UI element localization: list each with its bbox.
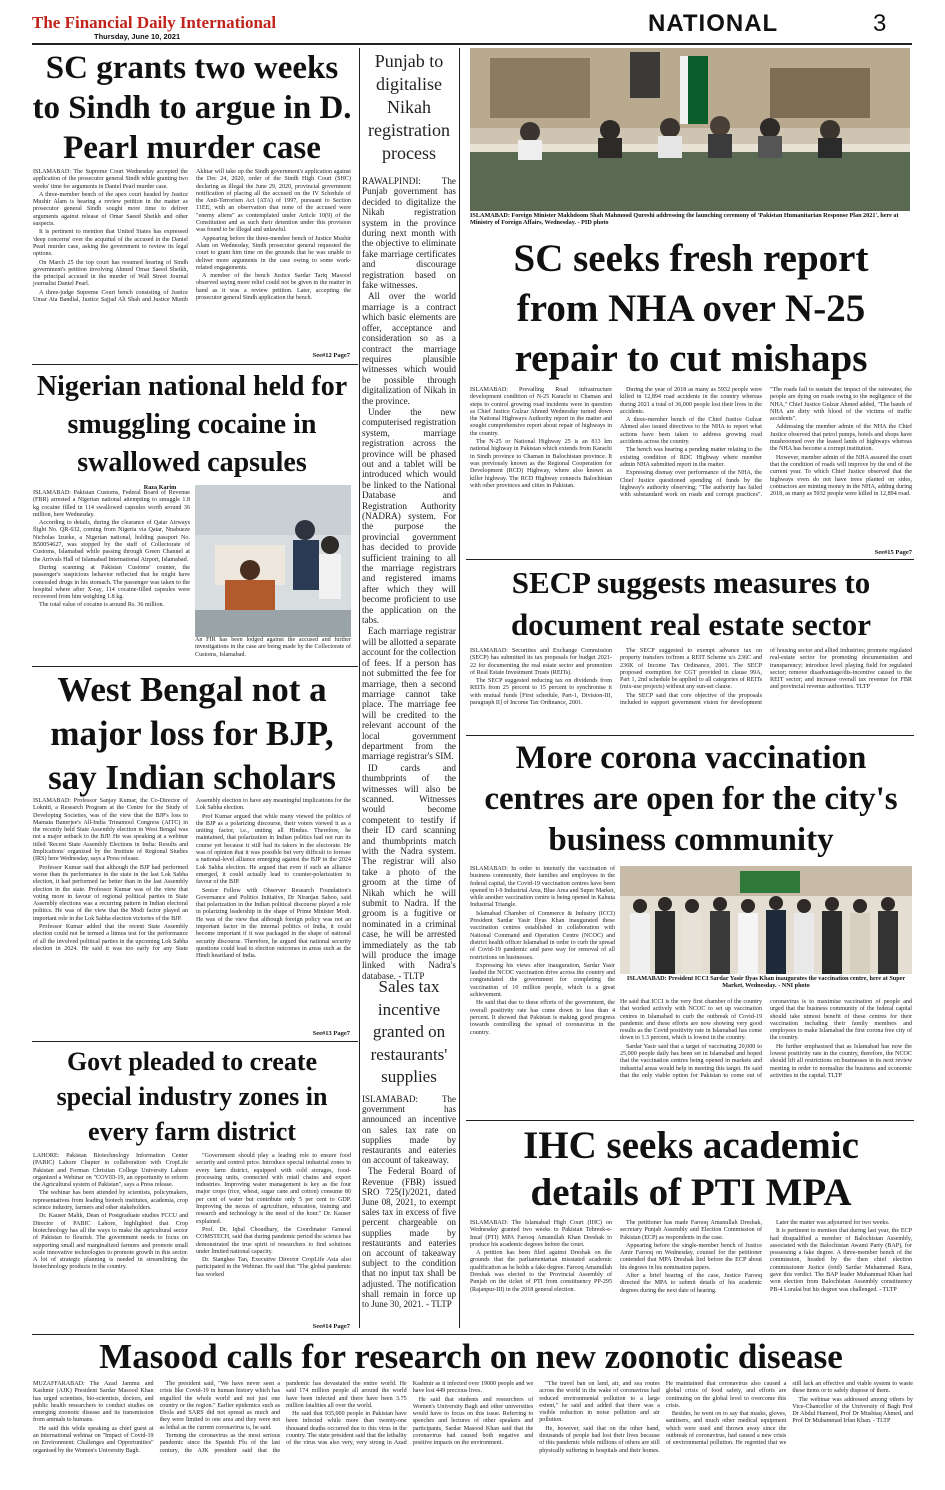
photo1-caption: ISLAMABAD: Foreign Minister Makhdoom Shah Mahmood Qureshi addressing the launching ceremony of 'Pakistan Humanitarian Response Plan 2021', here at Ministry of Foreign Affairs, Wednesday. - PID photo [470, 212, 899, 227]
a1-continued-link[interactable]: See#12 Page7 [312, 352, 350, 359]
paragraph: Addressing the member admin of the NHA the Chief Justice observed that petrol pumps, hotels and shops have mushroomed over the leased lands of highways whereas the NHA has become a corrupt institution. [770, 424, 912, 453]
a5-body [470, 648, 912, 733]
paragraph: ISLAMABAD: Prevailing Road infrastructure development condition of N-25 Karachi to Chaman and steps to control growing road incidents were in question as Chief Justice Gulzar Ahmed Wednesday turned down the National Highways Authority report in the matter and sought comprehensive report about repair of highways in the country. [470, 387, 612, 437]
paragraph: The bench was hearing a pending matter relating to the existing condition of RDC Highway where member admin NHA submitted report in the matter. [620, 447, 762, 468]
a7-headline: More corona vaccination centres are open for the city's business community [484, 740, 898, 858]
paragraph: The webinar was addressed among others by Vice-Chancellor of the University of Bagh Prof Dr Abdul Hameed, Prof Dr Mushtaq Ahmed, and Prof Dr Muhammad Irfan Khan. - TLTP [792, 1396, 913, 1425]
divider [32, 1334, 914, 1335]
a1-headline: SC grants two weeks to Sindh to argue in D. Pearl murder case [32, 50, 352, 166]
paragraph: LAHORE: Pakistan Biotechnology Information Center (PABIC) Lahore Chapter in collaboration with CropLife Pakistan and Forman Christian College University Lahore organized a Webinar on "COVID-19, an opportunity to reform the Agricultural system of Pakistan", says a Press release. [33, 1153, 188, 1189]
paragraph: ISLAMABAD: In order to intensify the vaccination of business community, their families and employees in the federal capital, the Covid-19 vaccination centres have been opened in I-9 Industrial Area, Blue Area and Super Market, while another vaccination centre is being opened in Kahuta Industrial Triangle. [470, 866, 615, 909]
divider [32, 1041, 358, 1042]
a7-body-right [620, 999, 912, 1117]
paragraph: ISLAMABAD: The Supreme Court Wednesday accepted the application of the prosecutor general Sindh while granting two weeks' time for arguments in Daniel Pearl murder case. [33, 169, 188, 190]
paragraph: ISLAMABAD: The government has announced an incentive on sales tax rate on supplies made by restaurants and eateries on account of takeaway. [362, 1094, 456, 1166]
paragraph: ISLAMABAD: The Islamabad High Court (IHC) on Wednesday granted two weeks to Pakistan Tehreek-e-Insaf (PTI) MPA Farooq Amanullah Khan Dreshak to produce his academic degrees before the court. [470, 1220, 612, 1248]
a10-body [470, 1220, 912, 1328]
column-divider [359, 48, 360, 1328]
paragraph: A petition has been filed against Dreshak on the grounds that the parliamentarian misstated academic qualification as he holds a fake degree. Farooq Amanullah Dreshak was elected to the Provincial Assembly of Punjab on the ticket of PTI from constituency PP-295 (Rajanpur-III) in the 2018 general election. [470, 1250, 612, 1293]
photo-customs-xray [195, 485, 351, 637]
ceremony-photo [470, 48, 910, 211]
a10-headline: IHC seeks academic details of PTI MPA [523, 1124, 859, 1214]
a3-body [470, 387, 912, 551]
a2-headline: Punjab to digitalise Nikah registration process [368, 51, 450, 163]
masthead-rule [32, 43, 912, 45]
paragraph: The SECP said that core objective of the proposals included to support government vision for development of housing sector and allied industries; promote regulated real-estate sector for promoting documentation and transparency; introduce level playing field for regulated sector; remove disadvantage/dis-incentive caused to the REIT sector; and increase overall tax revenue for FBR and provincial revenue authorities. TLTP [620, 648, 912, 707]
paragraph: All over the world marriage is a contract which basic elements are offer, acceptance and consideration so as a contract the marriage requires plausible witnesses which would be possible through digitalization of Nikah in the province. [362, 291, 456, 406]
paragraph: ISLAMABAD: Pakistan Customs, Federal Board of Revenue (FBR) arrested a Nigerian national attempting to smuggle 1.8 kg cocaine filled in 114 swallowed capsules worth around 36 million, here Wednesday. [33, 490, 190, 518]
photo3-caption: ISLAMABAD: President ICCI Sardar Yasir Ilyas Khan inaugurates the vaccination centre, here at Super Market, Wednesday. - NNI photo [626, 975, 906, 990]
a9-headline: Govt pleaded to create special industry zones in every farm district [56, 1047, 328, 1146]
page-number: 3 [873, 10, 887, 37]
paragraph: A member of the bench Justice Sardar Tariq Masood observed saying more relief could not be given in the matter in hand as it was a review petition. Later, accepting the prosecutor general Sindh application the bench. [196, 273, 351, 302]
divider [32, 666, 358, 667]
paragraph: Dr. Kauser Malik, Dean of Postgraduate studies FCCU and Director of PABIC Lahore, highlighted that Crop biotechnology has all the ways to make the agricultural sector of Pakistan to flourish. The government needs to focus on supporting small and marginalized farmers and promote small scale innovative technologies to promote growth in this sector. A lot of strategic planning is needed in streamlining the biotechnology products in the country. [33, 1213, 188, 1271]
hospital-photo [195, 485, 351, 637]
paragraph: During the year of 2018 as many as 5932 people were killed in 12,894 road accidents in the country whereas during 2021 a total of 36,000 people lost their lives in the accidents. [620, 387, 762, 415]
paragraph: The petitioner has made Farooq Amanullah Dreshak, secretary Punjab Assembly and Election Commission of Pakistan (ECP) as respondents in the case. [620, 1220, 762, 1241]
a11-headline: Masood calls for research on new zoonotic disease [99, 1337, 843, 1376]
paragraph: A three-judge Supreme Court bench consisting of Justice Umar Ata Bandial, Justice Sajjad Ali Shah and Justice Munib Akhtar will take up the Sindh government's application against the Dec 24, 2020, order of the Sindh High Court (SHC) declaring as illegal the June 29, 2020, provincial government notification of placing all the accused on the IV Schedule of the Anti-Terrorism Act (ATA) of 1997, pursuant to Section 11EE, with an observation that none of the accused were "enemy aliens" as contemplated under Article 10(9) of the Constitution and as such their detention under this provision was found to be illegal and unlawful. [33, 169, 351, 304]
paragraph: MUZAFFARABAD: The Azad Jammu and Kashmir (AJK) President Sardar Masood Khan has urged scientists, bio-scientists, doctors, and public health researchers to conduct studies on emerging zoonotic disease and its transmission from animals to humans. [33, 1381, 154, 1424]
paragraph: It is pertinent to mention that United States has expressed 'deep concerns' over the acquittal of the accused in the Daniel Pearl murder case, asking the government to review its legal options. [33, 229, 188, 258]
paragraph: Dr. Sianghee Tan, Executive Director CropLife Asia also participated in the Webinar. He said that "The global pandemic has worked [196, 1257, 351, 1278]
a5-headline: SECP suggests measures to document real estate sector [510, 565, 872, 642]
paragraph: Each marriage registrar will be allotted a separate account for the collection of fees. If a person has not submitted the fee for marriage, then a second marriage cannot take place. The marriage fee will be credited to the relevant account of the local government department from the marriage registrar's SIM. [362, 626, 456, 762]
paragraph: Islamabad Chamber of Commerce & Industry (ICCI) President Sardar Yasir Ilyas Khan inaugurated these vaccination centres established in collaboration with National Command and Operation Centre (NCOC) and district health officer Islamabad in order to curb the spread of Covid-19 pandemic and pave way for removal of all restrictions on businesses. [470, 910, 615, 961]
paragraph: The webinar has been attended by scientists, policymakers, representatives from leading biotech institutes, academia, crop science industry, farmers and other stakeholders. [33, 1190, 188, 1212]
group-photo [620, 866, 912, 974]
paragraph: A three-member bench of the apex court headed by Justice Mushir Alam is hearing a review petition in the matter as prosecutor general Sindh sought more time to deliver arguments against release of Omar Saeed Sheikh and other suspects. [33, 191, 188, 228]
a9-continued-link[interactable]: See#14 Page7 [312, 1323, 350, 1330]
a2-body [362, 176, 456, 981]
a8-body [362, 1094, 456, 1330]
paragraph: Professor Kumar said that although the BJP had performed worse than its performance in the state in the last Lok Sabha election, it had performed far better than in the last Assembly election in the state. Professor Kumar was of the view that voting more in favour of regional political parties in State Assembly elections was a recurring pattern in Indian electoral politics. He was of the view that the Modi factor played an important role in the Lok Sabha election victories of the BJP. [33, 864, 188, 922]
paragraph: The SECP suggested to exempt advance tax on property transfers to/from a REIT Scheme u/s 236C and 236K of Income Tax Ordinance, 2001. The SECP proposed exemption for CGT provided in clause 99A, Part 1, 2nd schedule be applied to all categories of REITs (mix-use projects) without any sun-set clause. [620, 648, 762, 691]
paper-name: The Financial Daily International [32, 13, 277, 32]
a8-headline: Sales tax incentive granted on restaurants' supplies [370, 977, 448, 1086]
a4-photo-caption: An FIR has been lodged against the accused and further investigations in the case are being made by the Collectorate of Customs, Islamabad. [195, 637, 351, 658]
paragraph: He said that 935,000 people in Pakistan have been infected while more than twenty-one thousand deaths occurred due to this virus in the country. The state president said that the lethality of the virus was also very, very strong in Azad Kashmir as it infected over 19000 people and we have lost 449 precious lives. [286, 1381, 534, 1447]
paragraph: Terming the coronavirus as the most serious pandemic since the Spanish Flu of the last century, the AJK president said that the pandemic has devastated the entire world. He said 174 million people all around the world have been infected and there have been 3.75 million fatalities all over the world. [159, 1381, 407, 1454]
paragraph: After a brief hearing of the case, Justice Farooq directed the MPA to submit details of his academic degrees during the next date of hearing. [620, 1273, 762, 1294]
photo-vaccination-centre [620, 866, 912, 974]
a11-body [33, 1381, 913, 1487]
paragraph: He said that ICCI is the very first chamber of the country that worked actively with NCOC to set up vaccination centres in Islamabad to curb the outbreak of Covid-19 pandemic and these efforts are now showing very good results as the Covid positivity rate in Islamabad has come down to 1.3 percent, which is lowest in the country. [620, 999, 762, 1042]
divider [32, 364, 358, 365]
a4-headline: Nigerian national held for smuggling cocaine in swallowed capsules [36, 371, 348, 478]
paragraph: ISLAMABAD: Securities and Exchange Commission (SECP) has submitted its tax proposals for budget 2021-22 for documenting the real estate sector and promotion of Real Estate Investment Trusts (REITs). [470, 648, 612, 676]
a4-byline: Raza Karim [143, 484, 177, 491]
paragraph: Later the matter was adjourned for two weeks. [776, 1220, 890, 1226]
paragraph: Prof Kumar argued that while many viewed the politics of the BJP as a polarizing discourse, their voters viewed it as a uniting factor, i.e., uniting all Hindus. Therefore, he maintained, that polarization in Indian politics had not run its course yet because it still had its takers in the electorate. He was of opinion that it was possible but very difficult to foresee a national-level alliance emerging against the BJP in the 2024 Lok Sabha election. He argued that even if such an alliance emerged, it could actually lead to counter-polarization in favour of the BJP. [196, 813, 351, 886]
paragraph: Expressing dismay over performance of the NHA, the Chief Justice questioned spending of funds by the highway's authority observing; "The authority has failed with substandard work on roads and corrupt practices". "The roads fail to sustain the impact of the rainwater, the people are dying on roads owing to the negligence of the NHA," Chief Justice Gulzar Ahmed added, "The hands of NHA are dirty with blood of the victims of traffic accidents". [620, 387, 912, 499]
paragraph: Appearing before the single-member bench of Justice Amir Farooq on Wednesday, counsel for the petitioner contended that MPA Dreshak lied before the ECP about his degrees in his nomination papers. [620, 1242, 762, 1271]
paragraph: ID cards and thumbprints of the witnesses will also be scanned. Witnesses would become competent to testify if their ID card scanning and thumbprints match with the Nadra system. The registrar will also take a photo of the groom at the time of Nikah which he will submit to Nadra. If the groom is a fugitive or nominated in a criminal case, he will be arrested immediately as the tab will produce the image linked with Nadra's database. - TLTP [362, 762, 456, 981]
divider [466, 735, 914, 736]
a3-continued-link[interactable]: See#15 Page7 [874, 549, 912, 556]
photo-foreign-minister [470, 48, 910, 211]
paragraph: He said that students and researchers of Women's University Bagh and other universities would have to focus on this issue. Referring to speeches and lectures of other speakers and participants, Sardar Masood Khan said that the coronavirus had caused both negative and positive impacts on the environment. [412, 1396, 534, 1447]
paragraph: "Government should play a leading role to ensure food security and control price. Introduce special industrial zones in every farm district, equipped with cold storages, food-processing units, connected with retail chains and export industries. Improving water management is key as the four major crops (rice, wheat, sugar cane and cotton) consume 80 per cent of water but contribute only 5 per cent to GDP. Improving the nexus of agriculture, education, training and research and technology is the need of the hour." Dr. Kauser explained. [196, 1153, 351, 1225]
a9-body [33, 1153, 351, 1325]
paragraph: Professor Kumar added that the recent State Assembly election could not be termed a litmus test for the performance of all the involved political parties in the upcoming Lok Sabha election in 2024. He said it was too early for any State Assembly election to have any meaningful implications for the Lok Sabha election. [33, 798, 351, 952]
paragraph: RAWALPINDI: The Punjab government has decided to digitalize the Nikah registration system in the province during next month with the objective to eliminate fake marriage certificates and discourage registration based on fake witnesses. [362, 176, 456, 291]
paragraph: Senior Fellow with Observer Research Foundation's Governance and Politics Initiative, Dr Niranjan Sahoo, said that polarization in the Indian political discourse played a role in polarizing leadership in the shape of Prime Minister Modi. He was of the view that although foreign policy was not an important factor in the internal politics of India, it could become important if it was packaged in the shape of national security discourse. Therefore, he argued that national security questions could lead to election outcomes in areas such as the Hindi heartland of India. [196, 887, 351, 960]
paragraph: The president said, "We have never seen a crisis like Covid-19 in human history which has engulfed the whole world and not just one country or the region." Earlier epidemics such as Ebola and SARS did not spread as much and they were limited to one area and they were not as lethal as the current coronavirus is, he said. [159, 1381, 281, 1431]
paragraph: However, member admin of the NHA assured the court that the condition of roads will improve by the end of the current year. To which Chief Justice observed that the highways even do not have trees planted on sides, contractors are minting money in the NHA, adding during 2018, as many as 5932 people were killed in 12,894 road. [770, 454, 912, 498]
section-name: NATIONAL [648, 10, 779, 37]
a7-body-left [470, 866, 615, 1116]
a4-body [33, 490, 190, 662]
column-divider [459, 48, 460, 1328]
paragraph: A three-member bench of the Chief Justice Gulzar Ahmed also issued directives to the NHA to report what actions have been taken to address growing road accidents across the country. [620, 417, 762, 446]
paragraph: Sardar Yasir said that a target of vaccinating 20,000 to 25,000 people daily has been set in Islamabad and hoped that the vaccination centres being opened in markets and industrial areas would help in meeting this target. He said that the only viable option for Pakistan to come out of coronavirus is to maximise vaccination of people and urged that the business community of the federal capital should take utmost benefit of these centres for their vaccination including their family members and employees to make Islamabad the first corona free city of the country. [620, 999, 912, 1079]
paragraph: The Federal Board of Revenue (FBR) issued SRO 725(I)/2021, dated June 08, 2021, to exempt sales tax in excess of five percent chargeable on supplies made by restaurants and eateries on account of takeaway subject to the condition that no input tax shall be adjusted. The notification shall remain in force up to June 30, 2021. - TLTP [362, 1166, 456, 1310]
paragraph: The N-25 or National Highway 25 is an 813 km national highway in Pakistan which extends from Karachi in Sindh province to Chaman in Balochistan province. It was previously known as the Regional Cooperation for Development (RCD) Highway, where also known as killer highway. The RCD Highway connects Balochistan with other provinces and cities in Pakistan. [470, 439, 612, 489]
paragraph: Besides, he went on to say that masks, gloves, sanitisers, and much other medical equipment which were used and thrown away since the outbreak of coronavirus, had caused a new crisis of environmental pollution. He regretted that we still lack an effective and viable system to waste these items or to safely dispose of them. [665, 1381, 913, 1447]
paragraph: He said that due to these efforts of the government, the overall positivity rate has come down to less than 4 percent. It showed that Pakistan is making good progress towards controlling the spread of coronavirus in the country. [470, 1000, 615, 1036]
paragraph: The SECP suggested reducing tax on dividends from REITs from 25 percent to 15 percent to synchronise it with mutual funds [First schedule, Part-1, Division-III, paragraph II] of Income Tax Ordinance, 2001. [470, 678, 612, 707]
paragraph: ISLAMABAD: Professor Sanjay Kumar, the Co-Director of Lokniti, a Research Program at the Centre for the Study of Developing Societies, was of the view that the BJP's loss to Mamata Banerjee's All-India Trinamool Congress (AITC) in the recently held State Assembly election in West Bengal was not a major setback to the BJP. He was speaking at a webinar titled 'Recent State Assembly Elections in India: Results and Implications' organized by the Institute of Regional Studies (IRS) here Wednesday, says a Press release. [33, 798, 188, 863]
a1-body [33, 169, 351, 353]
masthead [0, 0, 945, 46]
paragraph: During scanning at Pakistan Customs' counter, the passenger's suspicious behavior reflected that he might have concealed drugs in his stomach. The passenger was taken to the hospital where after X-ray, 114 cocaine-filled capsules were recovered from him weighing 1.8 kg. [33, 564, 190, 601]
divider [466, 1120, 914, 1121]
paragraph: "The travel ban on land, air, and sea routes across the world in the wake of coronavirus had reduced environmental pollution to a large extent," he said and added that there was a visible reduction in noise pollution and air pollution. [539, 1381, 660, 1424]
paragraph: It is pertinent to mention that during last year, the ECP had disqualified a member of Balochistan Assembly, associated with the Balochistan Awami Party (BAP), for possessing a fake degree. A three-member bench of the commission, headed by the then chief election commissioner Justice (retd) Sardar Muhammad Raza, gave this verdict. The BAP leader Muhammad Khan had won election from Balochistan Assembly constituency PB-4 Loralai but his degree was challenged. - TLTP [770, 1228, 912, 1293]
paragraph: He further emphasised that as Islamabad has now the lowest positivity rate in the country, therefore, the NCOC should lift all restrictions on businesses in its next review meeting in order to normalize the business and economic activities in the capital. TLTP [770, 1043, 912, 1079]
a6-headline: West Bengal not a major loss for BJP, say Indian scholars [48, 670, 336, 797]
paragraph: According to details, during the clearance of Qatar Airways flight No. QR-632, coming from Nigeria via Qatar, Nnabueze Nicholas Izueke, a Nigerian national, holding passport No. B50054627, was stopped by the staff of Collectorate of Customs, Islamabad while passing through Green Channel at the Arrivals Hall of Islamabad International Airport, Islamabad. [33, 520, 190, 563]
a6-body [33, 798, 351, 1030]
paragraph: He said this while speaking as chief guest at an international webinar on "Impact of Covid-19 on Environment: Challenges and Opportunities" organised by the Women's University Bagh. [33, 1425, 154, 1454]
paragraph: He, however, said that on the other hand, thousands of people had lost their lives because of this pandemic while millions of others are still physically suffering in hospitals and their homes. He maintained that coronavirus also caused a global crisis of food safety, and efforts are continuing on the global level to overcome this crisis. [539, 1381, 787, 1454]
paragraph: On March 25 the top court has resumed hearing of Sindh government's petition involving Ahmed Omar Saeed Sheikh, the principal accused in the murder of Wall Street Journal journalist Daniel Pearl. [33, 259, 188, 288]
issue-date: Thursday, June 10, 2021 [94, 32, 181, 41]
divider [466, 559, 914, 560]
paragraph: The total value of cocaine is around Rs. 36 million. [39, 602, 165, 609]
paragraph: Appearing before the three-member bench of Justice Mushir Alam on Wednesday, Sindh prosecutor general requested the court to grant him time on the grounds that he was unable to deliver more arguments in the case owing to some work-related engagements. [196, 235, 351, 271]
a6-continued-link[interactable]: See#13 Page7 [312, 1030, 350, 1037]
paragraph: Under the new computerised registration system, marriage registration across the province will be phased out and a tablet will be introduced which would be linked to the National Database and Registration Authority (NADRA) system. For the purpose the provincial government has decided to provide sufficient training to all the marriage registrars and registered imams after which they will become proficient to use the application on the tabs. [362, 406, 456, 626]
paragraph: Expressing his views after inauguration, Sardar Yasir lauded the NCOC vaccination drive across the country and congratulated the government for completing the vaccination of 10 million people, which is a great achievement. [470, 962, 615, 999]
paragraph: Prof. Dr. Iqbal Choudhary, the Coordinator General COMSTECH, said that during pandemic period the science has demonstrated the true spirit of researchers to find solutions under limited national capacity. [196, 1226, 351, 1255]
a3-headline: SC seeks fresh report from NHA over N-25 repair to cut mishaps [513, 237, 869, 380]
